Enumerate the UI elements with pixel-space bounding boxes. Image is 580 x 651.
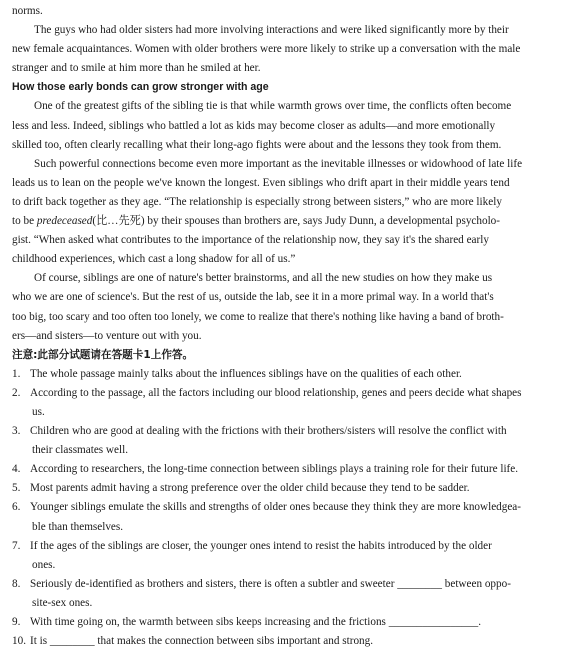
question-continuation: site-sex ones. [32, 596, 93, 609]
question-item [12, 537, 572, 556]
question-item [12, 498, 572, 517]
question-item [12, 422, 572, 441]
section-heading: How those early bonds can grow stronger with age [12, 81, 269, 94]
paragraph-conclusion [12, 269, 572, 345]
question-number: 2. [12, 386, 21, 399]
question-continuation: their classmates well. [32, 444, 128, 457]
question-item [12, 575, 572, 594]
question-continuation: ble than themselves. [32, 520, 124, 533]
text-fragment: to be [12, 215, 37, 228]
vocab-word: predeceased [36, 215, 93, 228]
question-number: 4. [12, 463, 21, 476]
question-text: With time going on, the warmth between sibs keeps increasing and the frictions ________________. [30, 616, 482, 628]
text-line: less and less. Indeed, siblings who battled a lot as kids may become closer as adults—and more emotionally [12, 119, 496, 132]
paragraph-sibling-tie [12, 97, 572, 154]
text-line: who we are one of science's. But the rest of us, outside the lab, see it in a more primal way. In a world that's [12, 291, 494, 304]
paragraph-older-siblings [12, 21, 572, 78]
text-line: ers—and sisters—to venture out with you. [12, 329, 202, 342]
question-text: The whole passage mainly talks about the influences siblings have on the qualities of each other. [30, 367, 462, 380]
text-line: One of the greatest gifts of the sibling tie is that while warmth grows over time, the conflicts often become [34, 100, 512, 113]
text-line: gist. “When asked what contributes to the importance of the relationship now, they say it's the shared early [12, 234, 489, 247]
question-text: Younger siblings emulate the skills and strengths of older ones because they think they are more knowledgea- [30, 501, 521, 514]
question-list [12, 365, 572, 651]
vocab-gloss: (比…先死) [92, 215, 145, 228]
question-text: Children who are good at dealing with the frictions with their brothers/sisters will resolve the conflict with [30, 425, 507, 438]
question-text: It is ________ that makes the connection between sibs important and strong. [30, 635, 374, 648]
question-number: 3. [12, 425, 21, 438]
continued-text: norms. [12, 5, 43, 17]
text-fragment: by their spouses than brothers are, says Judy Dunn, a developmental psycholo- [144, 215, 501, 228]
question-item [12, 365, 572, 384]
paragraph-powerful-connections [12, 155, 572, 270]
text-line [12, 212, 572, 231]
text-line: Such powerful connections become even more important as the inevitable illnesses or widowhood of late life [34, 157, 523, 170]
question-continuation: us. [32, 405, 45, 418]
question-number: 9. [12, 616, 21, 628]
question-number: 1. [12, 367, 21, 380]
question-number: 7. [12, 539, 21, 552]
question-text: Most parents admit having a strong preference over the older child because they tend to be sadder. [30, 482, 470, 495]
text-line: The guys who had older sisters had more involving interactions and were liked significantly more by their [34, 24, 509, 37]
question-text: Seriously de-identified as brothers and sisters, there is often a subtler and sweeter ________ between oppo- [30, 577, 511, 590]
text-line: new female acquaintances. Women with older brothers were more likely to strike up a conversation with the male [12, 43, 521, 56]
question-continuation: ones. [32, 558, 56, 571]
text-line: to drift back together as they age. “The relationship is especially strong between sisters,” who are more likely [12, 195, 502, 208]
question-text: If the ages of the siblings are closer, the younger ones intend to resist the habits introduced by the older [30, 539, 492, 552]
question-item [12, 632, 572, 651]
question-text: According to researchers, the long-time connection between siblings plays a training role for their future life. [30, 463, 519, 476]
question-number: 6. [12, 501, 21, 514]
answer-sheet-instruction: 注意:此部分试题请在答题卡1上作答。 [12, 348, 194, 361]
question-number: 5. [12, 482, 21, 495]
text-line: skilled too, often clearly recalling what their long-ago fights were about and the lessons they took from them. [12, 138, 502, 151]
text-line: Of course, siblings are one of nature's better brainstorms, and all the new studies on how they make us [34, 272, 493, 285]
question-number: 10. [12, 635, 26, 648]
question-item [12, 479, 572, 498]
question-number: 8. [12, 577, 21, 590]
text-line: leads us to lean on the people we've known the longest. Even siblings who drift apart in their middle years tend [12, 176, 510, 189]
text-line: stranger and to smile at him more than he smiled at her. [12, 62, 261, 75]
text-line: childhood experiences, which cast a long shadow for all of us.” [12, 253, 296, 266]
question-item [12, 384, 572, 403]
question-item [12, 460, 572, 479]
text-line: too big, too scary and too often too lonely, we come to realize that there's nothing like having a band of broth- [12, 310, 504, 323]
question-text: According to the passage, all the factors including our blood relationship, genes and peers decide what shapes [30, 386, 522, 399]
